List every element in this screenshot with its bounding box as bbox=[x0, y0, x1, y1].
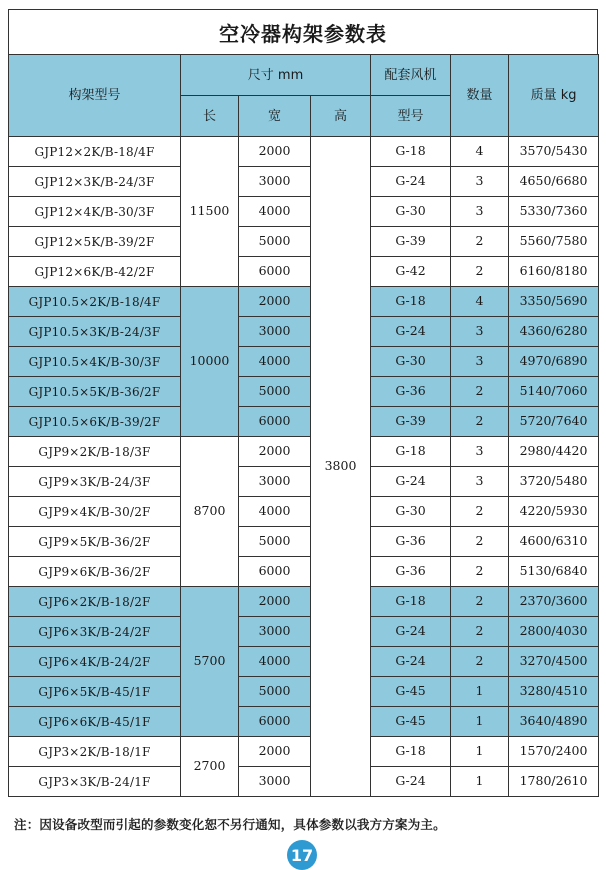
header-length: 长 bbox=[181, 96, 239, 137]
cell-fan-model: G-18 bbox=[371, 137, 451, 167]
cell-width: 3000 bbox=[239, 317, 311, 347]
cell-mass: 2800/4030 bbox=[509, 617, 599, 647]
cell-length: 2700 bbox=[181, 737, 239, 797]
cell-width: 5000 bbox=[239, 527, 311, 557]
table-row bbox=[9, 527, 599, 557]
cell-mass: 5720/7640 bbox=[509, 407, 599, 437]
cell-width: 5000 bbox=[239, 377, 311, 407]
table-row bbox=[9, 377, 599, 407]
table-row bbox=[9, 467, 599, 497]
cell-model: GJP6×5K/B-45/1F bbox=[9, 677, 181, 707]
table-row bbox=[9, 587, 599, 617]
cell-fan-model: G-18 bbox=[371, 737, 451, 767]
cell-model: GJP12×4K/B-30/3F bbox=[9, 197, 181, 227]
cell-width: 2000 bbox=[239, 587, 311, 617]
cell-width: 6000 bbox=[239, 407, 311, 437]
cell-model: GJP10.5×5K/B-36/2F bbox=[9, 377, 181, 407]
cell-model: GJP12×3K/B-24/3F bbox=[9, 167, 181, 197]
cell-count: 2 bbox=[451, 497, 509, 527]
cell-fan-model: G-18 bbox=[371, 287, 451, 317]
cell-height: 3800 bbox=[311, 137, 371, 797]
cell-fan-model: G-30 bbox=[371, 197, 451, 227]
cell-fan-model: G-36 bbox=[371, 557, 451, 587]
cell-mass: 3570/5430 bbox=[509, 137, 599, 167]
cell-mass: 5560/7580 bbox=[509, 227, 599, 257]
cell-fan-model: G-24 bbox=[371, 767, 451, 797]
cell-count: 2 bbox=[451, 617, 509, 647]
cell-model: GJP9×6K/B-36/2F bbox=[9, 557, 181, 587]
cell-mass: 5130/6840 bbox=[509, 557, 599, 587]
cell-count: 4 bbox=[451, 287, 509, 317]
cell-fan-model: G-24 bbox=[371, 167, 451, 197]
table-row bbox=[9, 227, 599, 257]
cell-model: GJP9×3K/B-24/3F bbox=[9, 467, 181, 497]
cell-mass: 1780/2610 bbox=[509, 767, 599, 797]
cell-fan-model: G-42 bbox=[371, 257, 451, 287]
cell-fan-model: G-24 bbox=[371, 317, 451, 347]
table-row bbox=[9, 137, 599, 167]
table-row bbox=[9, 197, 599, 227]
cell-fan-model: G-45 bbox=[371, 707, 451, 737]
cell-model: GJP6×6K/B-45/1F bbox=[9, 707, 181, 737]
cell-count: 3 bbox=[451, 197, 509, 227]
cell-count: 2 bbox=[451, 557, 509, 587]
cell-fan-model: G-39 bbox=[371, 407, 451, 437]
cell-count: 2 bbox=[451, 227, 509, 257]
cell-model: GJP6×4K/B-24/2F bbox=[9, 647, 181, 677]
cell-count: 2 bbox=[451, 527, 509, 557]
cell-count: 1 bbox=[451, 707, 509, 737]
cell-width: 3000 bbox=[239, 617, 311, 647]
table-row bbox=[9, 767, 599, 797]
page-number-badge: 17 bbox=[287, 840, 317, 870]
cell-width: 6000 bbox=[239, 707, 311, 737]
cell-count: 3 bbox=[451, 347, 509, 377]
cell-count: 4 bbox=[451, 137, 509, 167]
cell-model: GJP10.5×4K/B-30/3F bbox=[9, 347, 181, 377]
table-row bbox=[9, 677, 599, 707]
table-row bbox=[9, 257, 599, 287]
table-row bbox=[9, 437, 599, 467]
cell-mass: 2980/4420 bbox=[509, 437, 599, 467]
frame-parameter-table bbox=[8, 54, 599, 797]
cell-mass: 1570/2400 bbox=[509, 737, 599, 767]
cell-width: 4000 bbox=[239, 197, 311, 227]
cell-count: 2 bbox=[451, 647, 509, 677]
cell-mass: 3350/5690 bbox=[509, 287, 599, 317]
cell-model: GJP12×6K/B-42/2F bbox=[9, 257, 181, 287]
cell-mass: 3270/4500 bbox=[509, 647, 599, 677]
header-dimensions: 尺寸 mm bbox=[181, 55, 371, 96]
table-row bbox=[9, 647, 599, 677]
cell-fan-model: G-30 bbox=[371, 497, 451, 527]
header-count: 数量 bbox=[451, 55, 509, 137]
cell-model: GJP3×3K/B-24/1F bbox=[9, 767, 181, 797]
table-row bbox=[9, 737, 599, 767]
cell-mass: 5330/7360 bbox=[509, 197, 599, 227]
cell-model: GJP12×5K/B-39/2F bbox=[9, 227, 181, 257]
table-row bbox=[9, 167, 599, 197]
table-row bbox=[9, 617, 599, 647]
cell-mass: 3640/4890 bbox=[509, 707, 599, 737]
header-model: 构架型号 bbox=[9, 55, 181, 137]
cell-width: 3000 bbox=[239, 167, 311, 197]
table-title: 空冷器构架参数表 bbox=[8, 9, 598, 54]
cell-length: 11500 bbox=[181, 137, 239, 287]
cell-fan-model: G-36 bbox=[371, 527, 451, 557]
cell-mass: 4600/6310 bbox=[509, 527, 599, 557]
cell-fan-model: G-30 bbox=[371, 347, 451, 377]
cell-mass: 6160/8180 bbox=[509, 257, 599, 287]
header-height: 高 bbox=[311, 96, 371, 137]
cell-mass: 3280/4510 bbox=[509, 677, 599, 707]
cell-mass: 2370/3600 bbox=[509, 587, 599, 617]
cell-width: 2000 bbox=[239, 287, 311, 317]
cell-count: 2 bbox=[451, 257, 509, 287]
cell-length: 10000 bbox=[181, 287, 239, 437]
cell-fan-model: G-24 bbox=[371, 647, 451, 677]
table-row bbox=[9, 497, 599, 527]
cell-width: 2000 bbox=[239, 437, 311, 467]
cell-model: GJP10.5×6K/B-39/2F bbox=[9, 407, 181, 437]
table-row bbox=[9, 707, 599, 737]
cell-width: 5000 bbox=[239, 677, 311, 707]
cell-width: 4000 bbox=[239, 647, 311, 677]
table-row bbox=[9, 317, 599, 347]
table-body bbox=[9, 137, 599, 797]
cell-fan-model: G-24 bbox=[371, 467, 451, 497]
cell-mass: 4360/6280 bbox=[509, 317, 599, 347]
cell-model: GJP3×2K/B-18/1F bbox=[9, 737, 181, 767]
cell-fan-model: G-18 bbox=[371, 437, 451, 467]
cell-model: GJP6×2K/B-18/2F bbox=[9, 587, 181, 617]
cell-model: GJP10.5×2K/B-18/4F bbox=[9, 287, 181, 317]
cell-count: 2 bbox=[451, 377, 509, 407]
header-row-1 bbox=[9, 55, 599, 96]
parameter-sheet bbox=[8, 9, 598, 797]
cell-model: GJP9×4K/B-30/2F bbox=[9, 497, 181, 527]
header-fan-model: 型号 bbox=[371, 96, 451, 137]
cell-model: GJP9×2K/B-18/3F bbox=[9, 437, 181, 467]
cell-count: 1 bbox=[451, 737, 509, 767]
header-width: 宽 bbox=[239, 96, 311, 137]
cell-fan-model: G-24 bbox=[371, 617, 451, 647]
cell-fan-model: G-36 bbox=[371, 377, 451, 407]
cell-model: GJP9×5K/B-36/2F bbox=[9, 527, 181, 557]
cell-count: 3 bbox=[451, 317, 509, 347]
cell-length: 5700 bbox=[181, 587, 239, 737]
cell-model: GJP10.5×3K/B-24/3F bbox=[9, 317, 181, 347]
cell-count: 3 bbox=[451, 167, 509, 197]
cell-model: GJP6×3K/B-24/2F bbox=[9, 617, 181, 647]
cell-count: 1 bbox=[451, 767, 509, 797]
cell-width: 3000 bbox=[239, 767, 311, 797]
cell-width: 4000 bbox=[239, 497, 311, 527]
cell-width: 6000 bbox=[239, 557, 311, 587]
cell-mass: 3720/5480 bbox=[509, 467, 599, 497]
cell-count: 2 bbox=[451, 407, 509, 437]
cell-length: 8700 bbox=[181, 437, 239, 587]
table-row bbox=[9, 407, 599, 437]
table-row bbox=[9, 557, 599, 587]
cell-width: 6000 bbox=[239, 257, 311, 287]
cell-fan-model: G-39 bbox=[371, 227, 451, 257]
cell-width: 2000 bbox=[239, 137, 311, 167]
cell-count: 2 bbox=[451, 587, 509, 617]
cell-mass: 4970/6890 bbox=[509, 347, 599, 377]
footnote: 注：因设备改型而引起的参数变化恕不另行通知，具体参数以我方方案为主。 bbox=[14, 817, 446, 832]
cell-width: 4000 bbox=[239, 347, 311, 377]
cell-fan-model: G-18 bbox=[371, 587, 451, 617]
header-mass: 质量 kg bbox=[509, 55, 599, 137]
cell-count: 1 bbox=[451, 677, 509, 707]
header-fan: 配套风机 bbox=[371, 55, 451, 96]
table-row bbox=[9, 347, 599, 377]
cell-mass: 5140/7060 bbox=[509, 377, 599, 407]
cell-fan-model: G-45 bbox=[371, 677, 451, 707]
cell-width: 5000 bbox=[239, 227, 311, 257]
cell-count: 3 bbox=[451, 437, 509, 467]
cell-width: 3000 bbox=[239, 467, 311, 497]
cell-mass: 4650/6680 bbox=[509, 167, 599, 197]
cell-width: 2000 bbox=[239, 737, 311, 767]
cell-count: 3 bbox=[451, 467, 509, 497]
cell-model: GJP12×2K/B-18/4F bbox=[9, 137, 181, 167]
cell-mass: 4220/5930 bbox=[509, 497, 599, 527]
table-row bbox=[9, 287, 599, 317]
